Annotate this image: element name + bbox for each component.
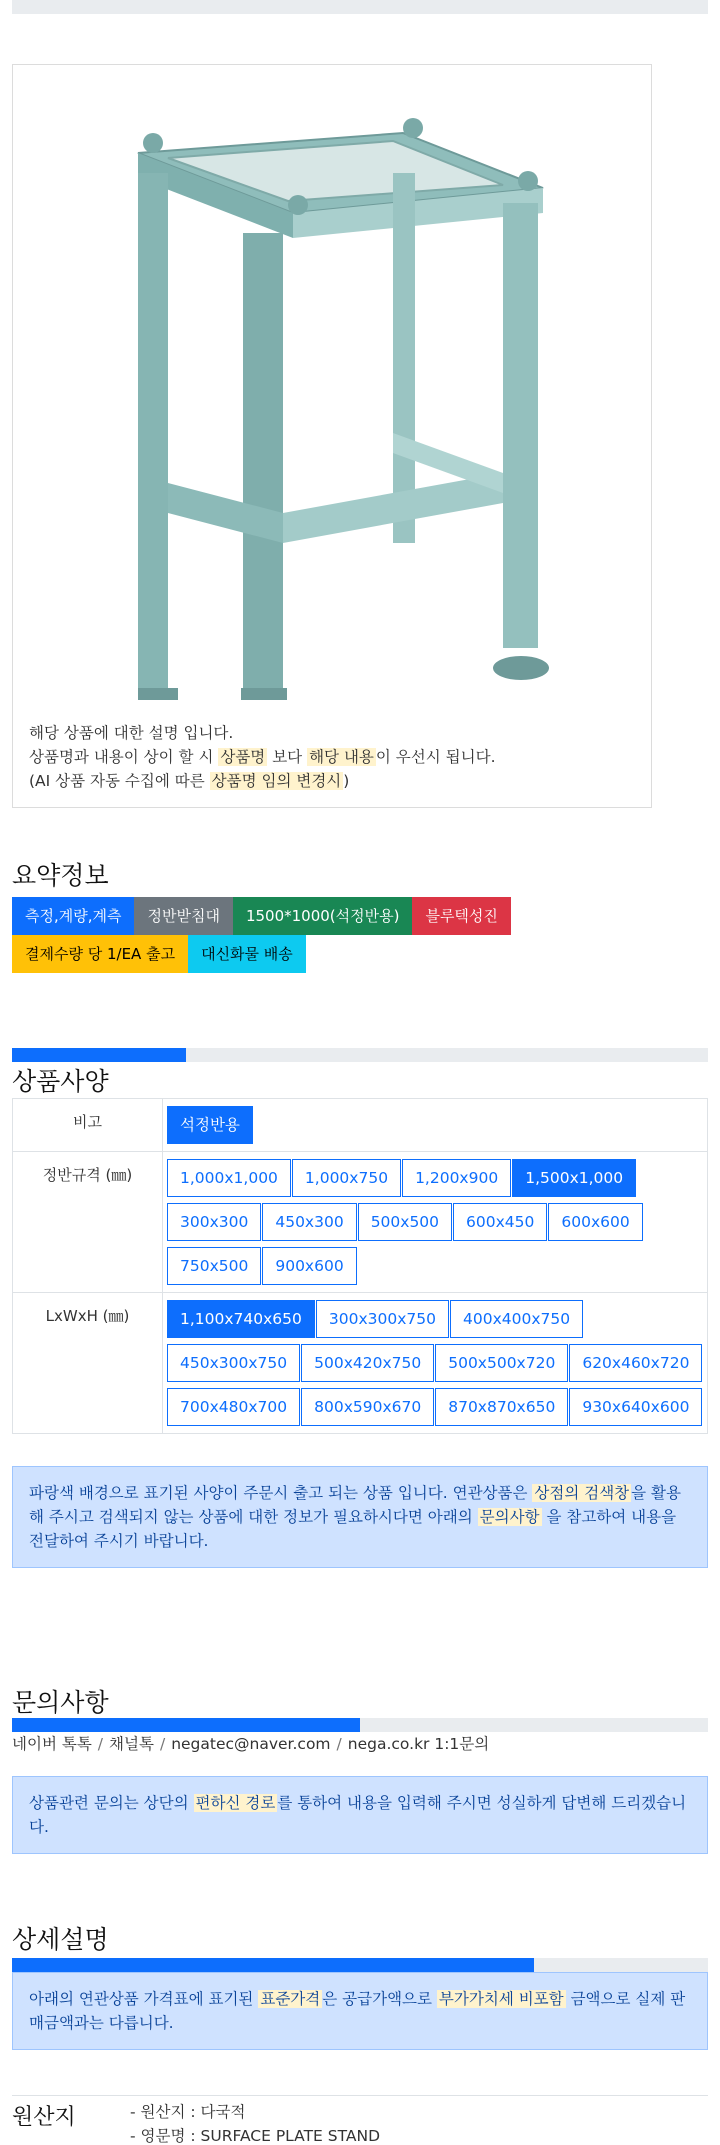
summary-badge: 정반받침대 [134,897,232,935]
spec-row-options [163,1293,708,1434]
origin-label: 원산지 [12,2105,76,2130]
summary-badge: 측정,계량,계측 [12,897,134,935]
inquiry-progress-bar [12,1718,708,1732]
summary-badges [12,897,612,973]
product-image [123,93,583,703]
detail-notice-highlight: 부가가치세 비포함 [438,1990,564,2008]
specs-notice-highlight: 문의사항 [479,1508,540,1526]
spec-option[interactable]: 1,200x900 [402,1159,511,1197]
inquiry-title: 문의사항 [12,1688,109,1717]
contact-separator: / [159,1735,166,1753]
spec-row-options [163,1099,708,1152]
spec-option-selected[interactable]: 석정반용 [167,1106,253,1144]
spec-option[interactable]: 450x300x750 [167,1344,300,1382]
specs-notice-text: 파랑색 배경으로 표기된 사양이 주문시 출고 되는 상품 입니다. 연관상품은 [29,1484,533,1502]
detail-progress-fill [12,1958,534,1972]
spec-option[interactable]: 700x480x700 [167,1388,300,1426]
origin-divider [12,2095,708,2096]
origin-items [130,2100,380,2145]
spec-option[interactable]: 300x300x750 [316,1300,449,1338]
contact-separator: / [336,1735,342,1753]
description-text: ) [343,772,350,790]
detail-notice-text: 금액으로 실제 판매금액과는 다릅니다. [29,1990,686,2032]
contact-breadcrumb [12,1732,489,1754]
spec-row [13,1099,708,1152]
product-description [29,721,496,793]
description-line [29,721,496,745]
spec-option[interactable]: 600x600 [548,1203,642,1241]
summary-badge: 결제수량 당 1/EA 출고 [12,935,188,973]
spec-option[interactable]: 1,000x750 [292,1159,401,1197]
detail-progress-bar [12,1958,708,1972]
description-highlight: 해당 내용 [309,748,374,766]
detail-notice-text: 아래의 연관상품 가격표에 표기된 [29,1990,259,2008]
specs-notice [12,1466,708,1568]
inquiry-progress-fill [12,1718,360,1732]
specs-progress-bar [12,1048,708,1062]
description-line [29,745,496,769]
summary-badge: 대신화물 배송 [188,935,306,973]
description-text: 해당 상품에 대한 설명 입니다. [29,724,234,742]
spec-row-options [163,1152,708,1293]
spec-option[interactable]: 1,000x1,000 [167,1159,291,1197]
specs-progress-fill [12,1048,186,1062]
spec-option-selected[interactable]: 1,500x1,000 [512,1159,636,1197]
contact-separator: / [97,1735,104,1753]
description-highlight: 상품명 [220,748,266,766]
contact-link[interactable]: 네이버 톡톡 [12,1735,92,1753]
spec-option[interactable]: 620x460x720 [569,1344,702,1382]
spec-option[interactable]: 870x870x650 [435,1388,568,1426]
spec-option[interactable]: 500x500 [358,1203,452,1241]
description-text: 이 우선시 됩니다. [375,748,496,766]
product-image-card [12,64,652,808]
specs-notice-text: 을 참고하여 내용을 전달하여 주시기 바랍니다. [29,1508,677,1550]
spec-row [13,1152,708,1293]
summary-badge: 1500*1000(석정반용) [233,897,413,935]
spec-option[interactable]: 800x590x670 [301,1388,434,1426]
description-highlight: 상품명 임의 변경시 [211,772,342,790]
top-progress-bar [12,0,708,14]
contact-link[interactable]: negatec@naver.com [171,1735,331,1753]
spec-option[interactable]: 750x500 [167,1247,261,1285]
description-text: 상품명과 내용이 상이 할 시 [29,748,219,766]
spec-row-label: LxWxH (㎜) [13,1293,163,1434]
description-text: 보다 [267,748,308,766]
inquiry-notice-text: 상품관련 문의는 상단의 [29,1794,194,1812]
description-text: (AI 상품 자동 수집에 따른 [29,772,210,790]
spec-option[interactable]: 930x640x600 [569,1388,702,1426]
spec-option[interactable]: 300x300 [167,1203,261,1241]
detail-notice [12,1972,708,2050]
inquiry-notice-text: 를 통하여 내용을 입력해 주시면 성실하게 답변해 드리겠습니다. [29,1794,687,1836]
specs-notice-text: 을 활용해 주시고 검색되지 않는 상품에 대한 정보가 필요하시다면 아래의 [29,1484,682,1526]
description-line [29,769,496,793]
spec-option[interactable]: 400x400x750 [450,1300,583,1338]
spec-option[interactable]: 500x420x750 [301,1344,434,1382]
summary-badge: 블루텍성진 [412,897,510,935]
spec-option[interactable]: 500x500x720 [435,1344,568,1382]
spec-row [13,1293,708,1434]
inquiry-notice-highlight: 편하신 경로 [195,1794,276,1812]
spec-option[interactable]: 600x450 [453,1203,547,1241]
spec-table [12,1098,708,1434]
specs-notice-highlight: 상점의 검색창 [534,1484,630,1502]
summary-title: 요약정보 [12,861,109,890]
detail-notice-text: 은 공급가액으로 [322,1990,437,2008]
contact-link[interactable]: nega.co.kr 1:1문의 [347,1735,490,1753]
spec-row-label: 정반규격 (㎜) [13,1152,163,1293]
spec-option[interactable]: 450x300 [262,1203,356,1241]
spec-option-selected[interactable]: 1,100x740x650 [167,1300,315,1338]
origin-item: - 원산지 : 다국적 [130,2103,246,2121]
inquiry-notice [12,1776,708,1854]
specs-title: 상품사양 [12,1067,109,1096]
detail-notice-highlight: 표준가격 [260,1990,321,2008]
spec-row-label: 비고 [13,1099,163,1152]
detail-title: 상세설명 [12,1925,109,1954]
origin-item: - 영문명 : SURFACE PLATE STAND [130,2127,380,2145]
spec-option[interactable]: 900x600 [262,1247,356,1285]
contact-link[interactable]: 채널톡 [109,1735,154,1753]
